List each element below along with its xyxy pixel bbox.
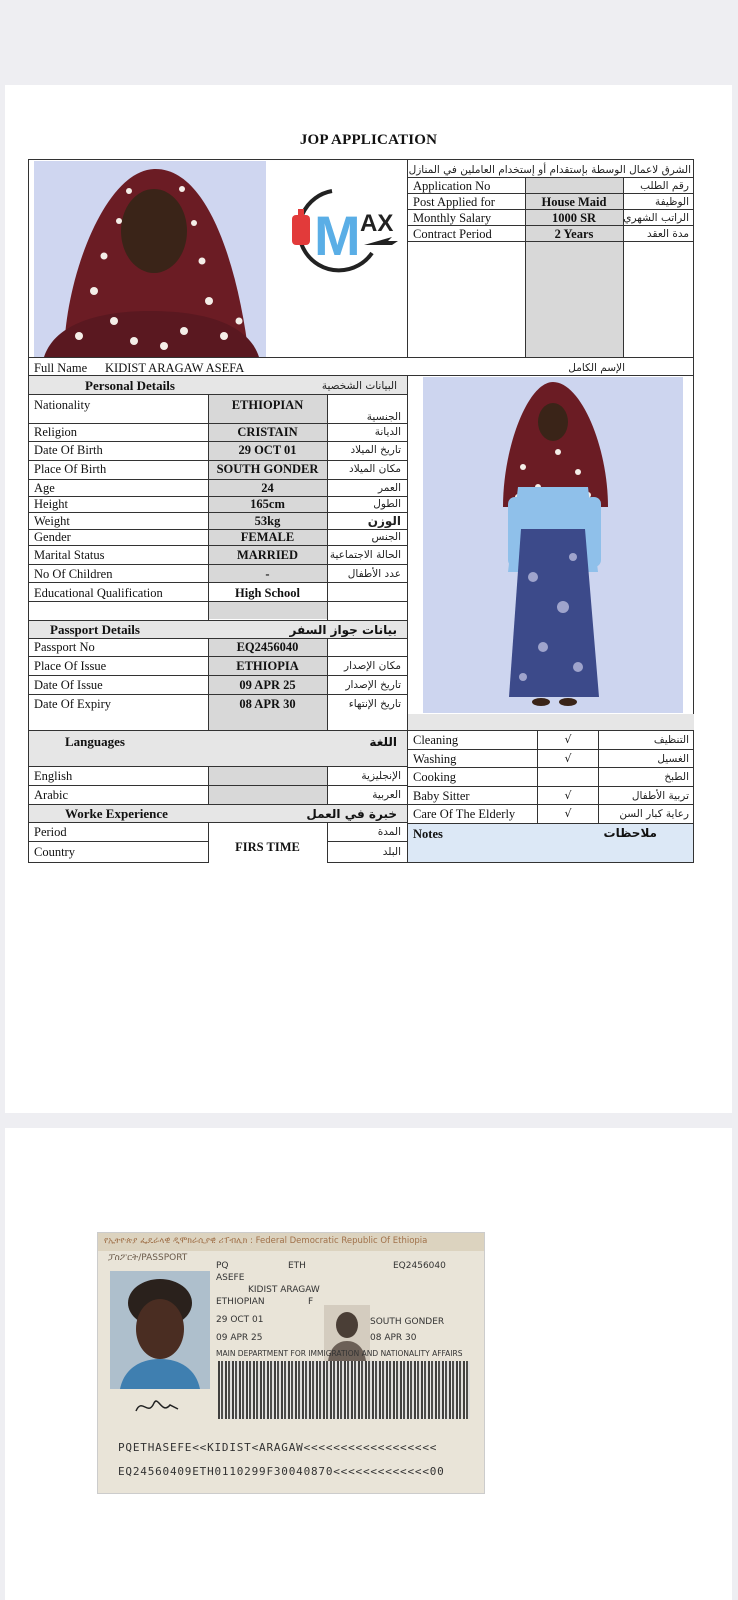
height-label: Height bbox=[34, 497, 69, 511]
date-of-expiry-label: Date Of Expiry bbox=[34, 697, 112, 711]
agency-logo bbox=[272, 173, 406, 283]
date-of-issue-label-ar: تاريخ الإصدار bbox=[345, 679, 401, 691]
english-label: English bbox=[34, 769, 73, 783]
baby-sitter-check-icon: √ bbox=[564, 789, 572, 802]
period-label: Period bbox=[34, 825, 67, 839]
application-page bbox=[5, 85, 732, 1113]
age-label: Age bbox=[34, 481, 55, 495]
arabic-label-ar: العربية bbox=[372, 789, 401, 801]
children-label: No Of Children bbox=[34, 567, 113, 581]
children-value: - bbox=[265, 567, 270, 581]
religion-label: Religion bbox=[34, 425, 78, 439]
languages-heading: Languages bbox=[65, 734, 125, 749]
passport-country-code: ETH bbox=[288, 1261, 306, 1271]
place-of-issue-value: ETHIOPIA bbox=[236, 659, 299, 673]
agency-arabic-name: الشرق لاعمال الوسطة بإستقدام أو إستخدام العاملين في المنازل bbox=[408, 164, 691, 176]
personal-heading-ar: البيانات الشخصية bbox=[321, 380, 397, 392]
date-of-expiry-value: 08 APR 30 bbox=[239, 697, 296, 711]
cleaning-check-icon: √ bbox=[564, 733, 572, 746]
religion-label-ar: الديانة bbox=[374, 426, 401, 438]
notes-label: Notes bbox=[413, 827, 443, 841]
elderly-care-check-icon: √ bbox=[564, 807, 572, 820]
gender-value: FEMALE bbox=[240, 530, 295, 544]
passport-page bbox=[5, 1128, 732, 1600]
passport-doc-label: ፓስፖርት/PASSPORT bbox=[108, 1253, 188, 1263]
full-name-label-ar: الإسم الكامل bbox=[568, 362, 625, 374]
passport-heading-ar: بيانات جواز السفر bbox=[289, 623, 397, 637]
notes-label-ar: ملاحظات bbox=[603, 826, 657, 840]
application-no-label-ar: رقم الطلب bbox=[640, 180, 689, 192]
date-of-issue-value: 09 APR 25 bbox=[239, 678, 296, 692]
education-label: Educational Qualification bbox=[34, 586, 163, 600]
monthly-salary-label: Monthly Salary bbox=[413, 211, 492, 225]
elderly-care-label-ar: رعاية كبار السن bbox=[619, 808, 689, 820]
pob-label: Place Of Birth bbox=[34, 462, 107, 476]
place-of-issue-label-ar: مكان الإصدار bbox=[344, 660, 401, 672]
washing-label-ar: الغسيل bbox=[657, 753, 689, 765]
weight-label: Weight bbox=[34, 514, 70, 528]
passport-sex: F bbox=[308, 1297, 314, 1307]
monthly-salary-value: 1000 SR bbox=[551, 211, 597, 225]
experience-heading: Worke Experience bbox=[65, 806, 168, 821]
passport-scan bbox=[97, 1232, 485, 1494]
applicant-portrait-image bbox=[34, 161, 266, 357]
passport-main-photo bbox=[110, 1271, 210, 1389]
post-applied-label-ar: الوظيفة bbox=[654, 196, 689, 208]
dob-label-ar: تاريخ الميلاد bbox=[350, 444, 401, 456]
gender-label-ar: الجنس bbox=[371, 531, 401, 543]
washing-check-icon: √ bbox=[564, 752, 572, 765]
contract-period-label: Contract Period bbox=[413, 227, 492, 241]
passport-no-label: Passport No bbox=[34, 640, 95, 654]
date-of-expiry-label-ar: تاريخ الإنتهاء bbox=[348, 698, 401, 710]
marital-status-label-ar: الحالة الاجتماعية bbox=[329, 549, 401, 561]
passport-mrz-line-1: PQETHASEFE<<KIDIST<ARAGAW<<<<<<<<<<<<<<<<<< bbox=[118, 1441, 438, 1454]
passport-issue-date: 09 APR 25 bbox=[216, 1333, 263, 1343]
arabic-label: Arabic bbox=[34, 788, 69, 802]
nationality-value: ETHIOPIAN bbox=[231, 398, 304, 412]
nationality-label-ar: الجنسية bbox=[366, 411, 401, 423]
english-label-ar: الإنجليزية bbox=[361, 770, 401, 782]
country-label-ar: البلد bbox=[382, 846, 401, 858]
cooking-label: Cooking bbox=[413, 770, 457, 784]
passport-heading: Passport Details bbox=[50, 622, 140, 637]
full-body-photo bbox=[423, 377, 683, 713]
full-name-value: KIDIST ARAGAW ASEFA bbox=[105, 361, 245, 375]
weight-label-ar: الوزن bbox=[367, 514, 401, 528]
education-value: High School bbox=[235, 586, 300, 600]
logo-letters-ax: AX bbox=[360, 210, 394, 237]
max-logo-icon bbox=[272, 173, 406, 283]
contract-period-value: 2 Years bbox=[554, 227, 594, 241]
applicant-photo bbox=[34, 161, 266, 357]
dob-value: 29 OCT 01 bbox=[238, 443, 297, 457]
passport-surname: ASEFE bbox=[216, 1273, 245, 1283]
passport-mrz-line-2: EQ24560409ETH0110299F30040870<<<<<<<<<<<<<00 bbox=[118, 1465, 445, 1478]
pob-label-ar: مكان الميلاد bbox=[349, 463, 401, 475]
signature-icon bbox=[132, 1393, 182, 1419]
height-value: 165cm bbox=[250, 497, 285, 511]
religion-value: CRISTAIN bbox=[237, 425, 298, 439]
contract-period-label-ar: مدة العقد bbox=[647, 228, 689, 240]
gender-label: Gender bbox=[34, 530, 71, 544]
experience-heading-ar: خبرة في العمل bbox=[306, 807, 397, 821]
passport-nationality: ETHIOPIAN bbox=[216, 1297, 265, 1307]
skills-top-bar bbox=[408, 714, 694, 730]
application-no-label: Application No bbox=[413, 179, 491, 193]
passport-signature bbox=[132, 1393, 182, 1419]
children-label-ar: عدد الأطفال bbox=[347, 568, 401, 580]
passport-no-value: EQ2456040 bbox=[236, 640, 299, 654]
marital-status-value: MARRIED bbox=[236, 548, 299, 562]
cleaning-label-ar: التنظيف bbox=[653, 734, 689, 746]
country-label: Country bbox=[34, 845, 75, 859]
age-label-ar: العمر bbox=[377, 482, 401, 494]
washing-label: Washing bbox=[413, 752, 457, 766]
age-value: 24 bbox=[261, 481, 274, 495]
passport-authority: MAIN DEPARTMENT FOR IMMIGRATION AND NATIONALITY AFFAIRS bbox=[216, 1349, 463, 1358]
passport-scan-header: የኢትዮጵያ ፌዴራላዊ ዲሞክራሲያዊ ሪፐብሊክ : Federal Democratic Republic Of Ethiopia bbox=[104, 1236, 428, 1246]
date-of-issue-label: Date Of Issue bbox=[34, 678, 103, 692]
baby-sitter-label: Baby Sitter bbox=[413, 789, 470, 803]
passport-portrait-image bbox=[110, 1271, 210, 1389]
passport-expiry-date: 08 APR 30 bbox=[370, 1333, 417, 1343]
height-label-ar: الطول bbox=[373, 498, 401, 510]
full-body-image bbox=[423, 377, 683, 713]
personal-heading: Personal Details bbox=[85, 378, 175, 393]
post-applied-label: Post Applied for bbox=[413, 195, 495, 209]
passport-type: PQ bbox=[216, 1261, 229, 1271]
document-title: JOP APPLICATION bbox=[299, 132, 438, 148]
post-applied-value: House Maid bbox=[541, 195, 607, 209]
cleaning-label: Cleaning bbox=[413, 733, 459, 747]
full-name-label: Full Name bbox=[34, 361, 88, 375]
passport-barcode bbox=[218, 1361, 470, 1419]
passport-number: EQ2456040 bbox=[393, 1261, 446, 1271]
dob-label: Date Of Birth bbox=[34, 443, 103, 457]
pob-value: SOUTH GONDER bbox=[216, 462, 319, 476]
marital-status-label: Marital Status bbox=[34, 548, 105, 562]
place-of-issue-label: Place Of Issue bbox=[34, 659, 107, 673]
nationality-label: Nationality bbox=[34, 398, 91, 412]
elderly-care-label: Care Of The Elderly bbox=[413, 807, 516, 821]
passport-dob: 29 OCT 01 bbox=[216, 1315, 264, 1325]
logo-letter-m: M bbox=[314, 204, 361, 267]
experience-value: FIRS TIME bbox=[235, 840, 300, 854]
passport-given-name: KIDIST ARAGAW bbox=[248, 1285, 320, 1295]
monthly-salary-label-ar: الراتب الشهري bbox=[623, 212, 689, 224]
languages-heading-ar: اللغة bbox=[369, 735, 397, 749]
passport-pob: SOUTH GONDER bbox=[370, 1317, 445, 1327]
weight-value: 53kg bbox=[254, 514, 281, 528]
baby-sitter-label-ar: تربية الأطفال bbox=[631, 790, 689, 802]
period-label-ar: المدة bbox=[377, 826, 401, 838]
cooking-label-ar: الطبخ bbox=[664, 771, 689, 783]
